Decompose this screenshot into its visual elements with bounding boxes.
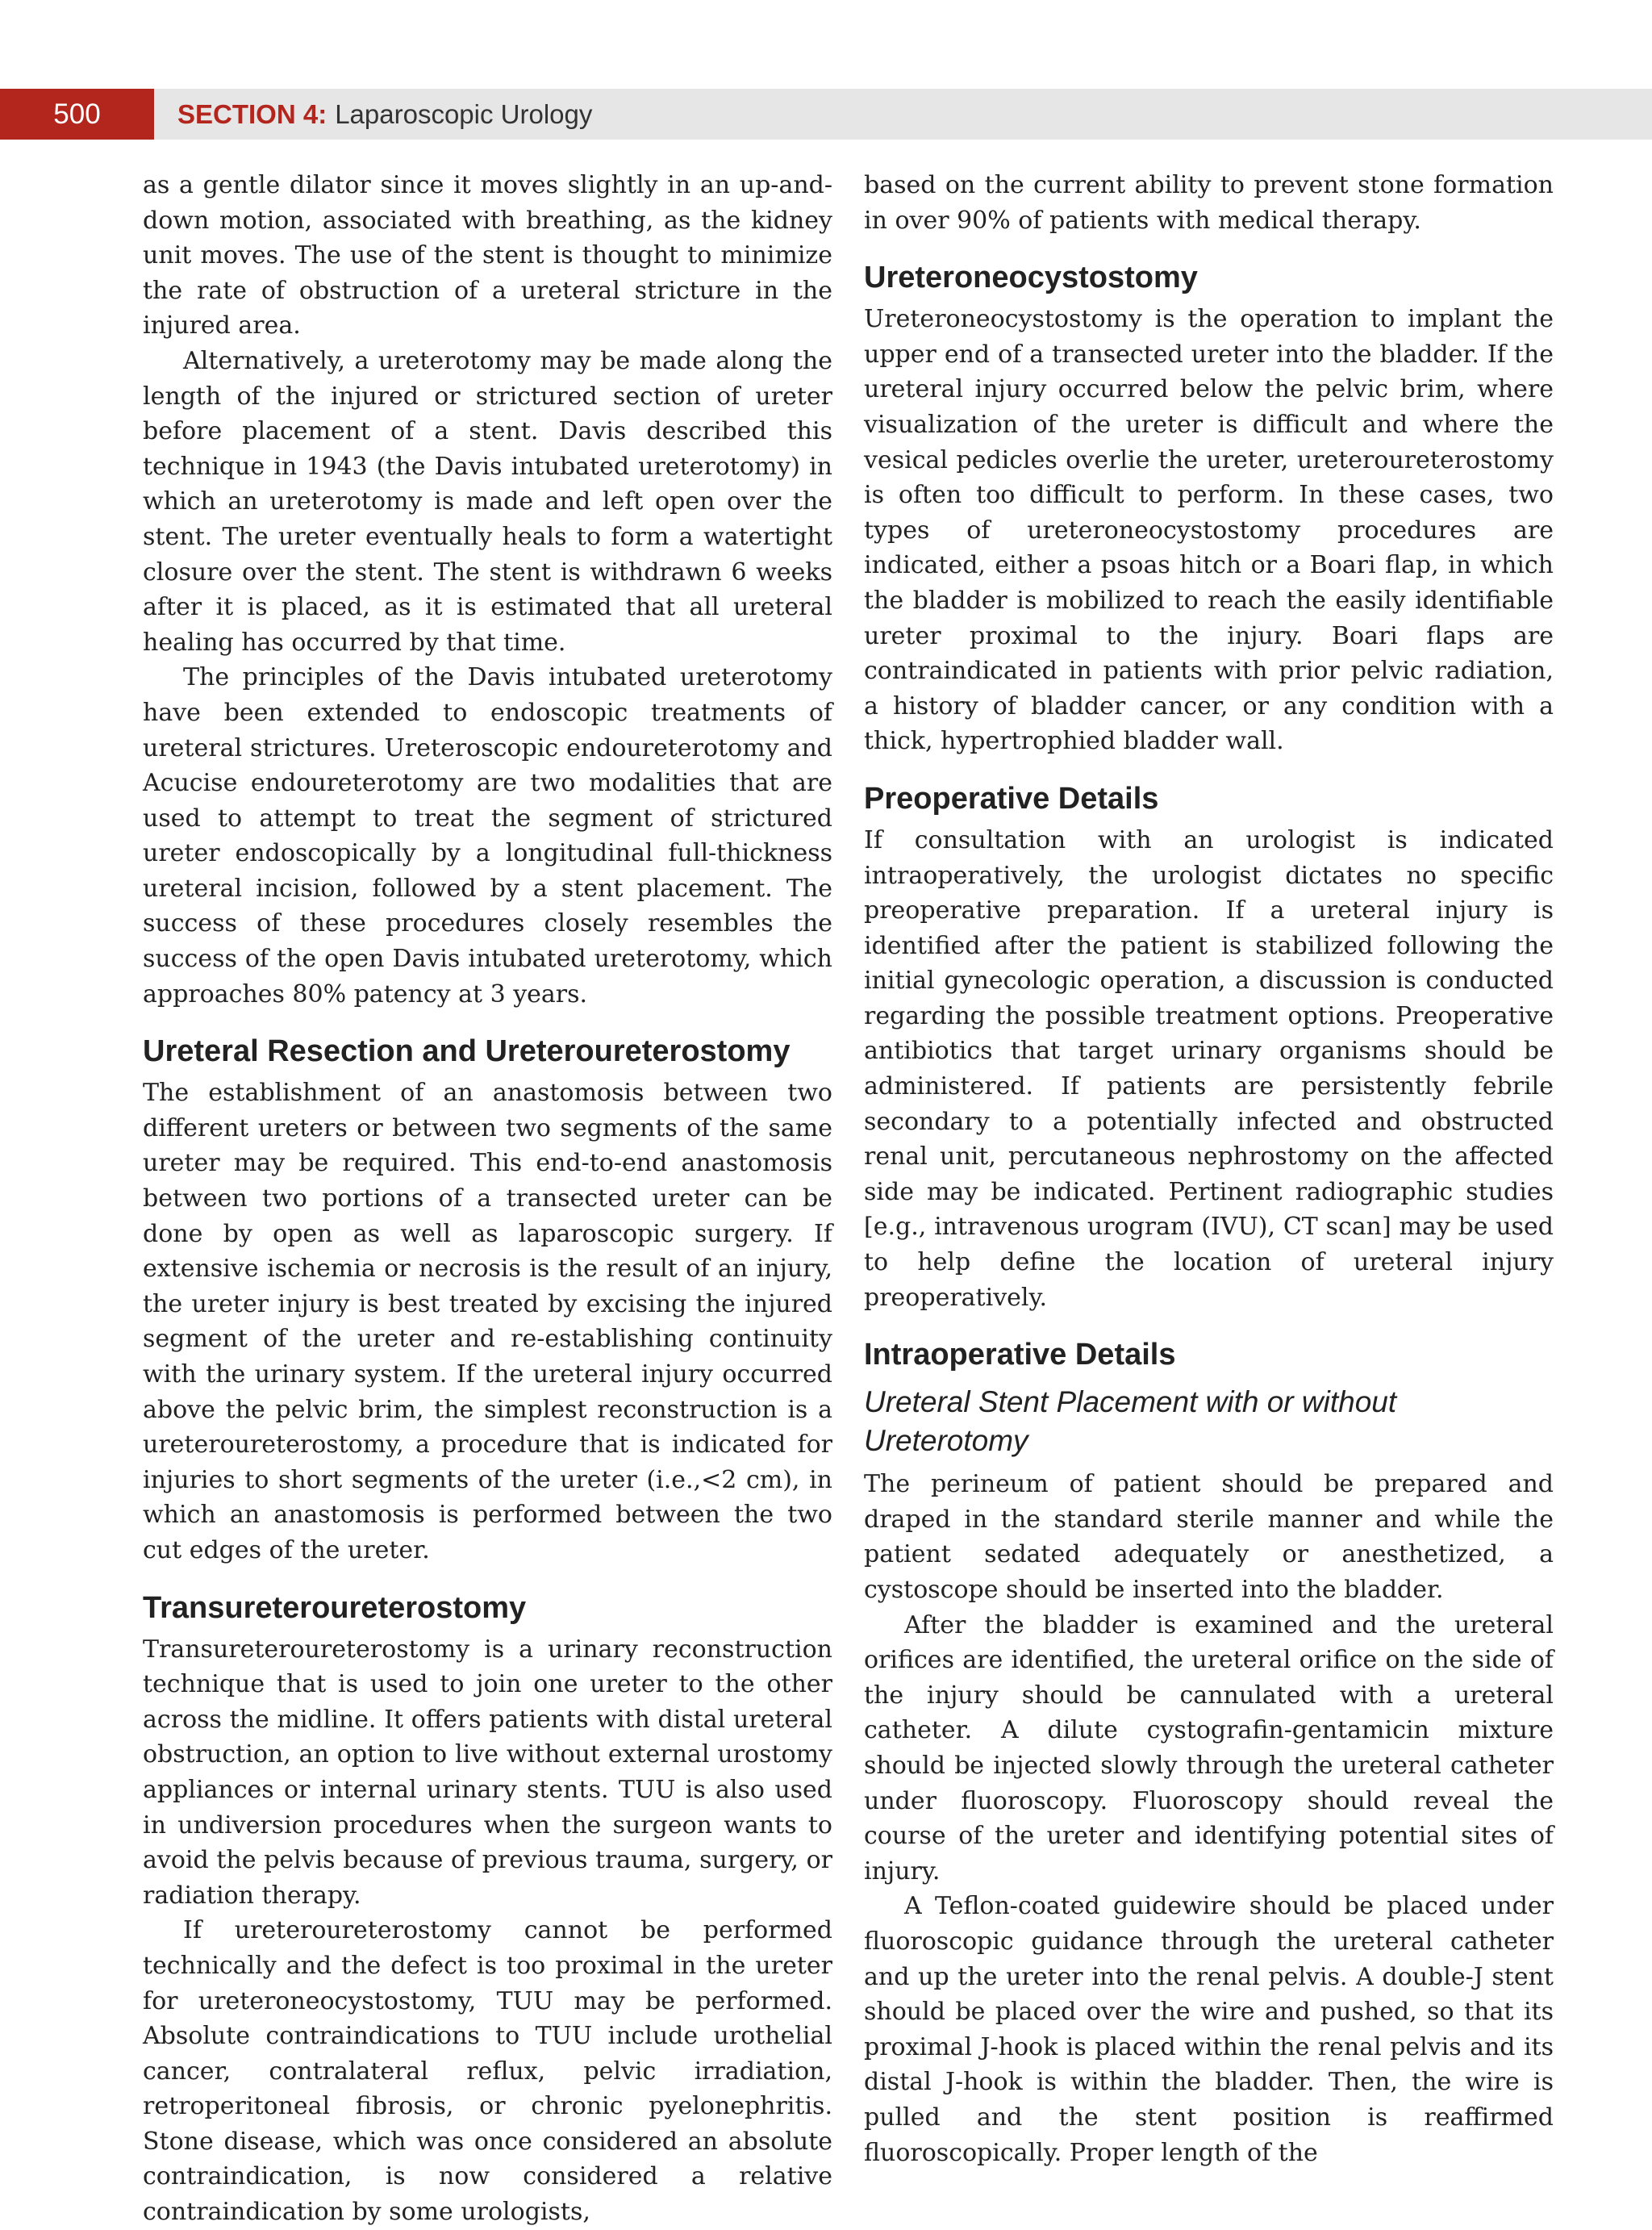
paragraph: A Teflon-coated guidewire should be placed under fluoroscopic guidance through the ureteral catheter and up the ureter into the renal pelvis. A double-J stent should be placed over the wire and pushed, so that its proximal J-hook is placed within the renal pelvis and its distal J-hook is within the bladder. Then, the wire is pulled and the stent position is reaffirmed fluoroscopically. Proper length of the (864, 1892, 1554, 2167)
heading-intraoperative-details: Intraoperative Details (864, 1338, 1176, 1372)
heading-transureteroureterostomy: Transureteroureterostomy (143, 1590, 527, 1625)
paragraph: If ureteroureterostomy cannot be performed technically and the defect is too proximal in the ureter for ureteroneocystostomy, TUU may be performed. Absolute contraindications to TUU include urothelial cancer, contralateral reflux, pelvic irradiation, retroperitoneal fibrosis, or chronic pyelonephritis. Stone disease, which was once considered an absolute contraindication, is now considered a relative contraindication by some urologists, (143, 1916, 832, 2227)
left-column (143, 168, 832, 2230)
paragraph: The perineum of patient should be prepared and draped in the standard sterile manner and while the patient sedated adequately or anesthetized, a cystoscope should be inserted into the bladder. (864, 1470, 1554, 1604)
heading-ureteral-resection: Ureteral Resection and Ureteroureterostomy (143, 1034, 791, 1069)
section-title: Laparoscopic Urology (335, 98, 593, 129)
paragraph: If consultation with an urologist is indicated intraoperatively, the urologist dictates no specific preoperative preparation. If a ureteral injury is identified after the patient is stabilized following the initial gynecologic operation, a discussion is conducted regarding the possible treatment options. Preoperative antibiotics that target urinary organisms should be administered. If patients are persistently febrile secondary to a potentially infected and obstructed renal unit, percutaneous nephrostomy on the affected side may be indicated. Pertinent radiographic studies [e.g., intravenous urogram (IVU), CT scan] may be used to help define the location of ureteral injury preoperatively. (864, 825, 1554, 1312)
section-label: SECTION 4: (177, 98, 327, 129)
paragraph: Ureteroneocystostomy is the operation to implant the upper end of a transected ureter into the bladder. If the ureteral injury occurred below the pelvic brim, where visualization of the ureter is difficult and where the vesical pedicles overlie the ureter, ureteroureterostomy is often too difficult to perform. In these cases, two types of ureteroneocystostomy procedures are indicated, either a psoas hitch or a Boari flap, in which the bladder is mobilized to reach the easily identifiable ureter proximal to the injury. Boari flaps are contraindicated in patients with prior pelvic radiation, a history of bladder cancer, or any condition with a thick, hypertrophied bladder wall. (864, 305, 1554, 756)
page-number: 500 (0, 89, 154, 140)
paragraph: After the bladder is examined and the ureteral orifices are identified, the ureteral orifice on the side of the injury should be cannulated with a ureteral catheter. A dilute cystografin-gentamicin mixture should be injected slowly through the ureteral catheter under fluoroscopy. Fluoroscopy should reveal the course of the ureter and identifying potential sites of injury. (864, 1610, 1554, 1885)
running-head (177, 89, 592, 140)
heading-ureteroneocystostomy: Ureteroneocystostomy (864, 261, 1198, 295)
paragraph: Alternatively, a ureterotomy may be made along the length of the injured or strictured section of ureter before placement of a stent. Davis described this technique in 1943 (the Davis intubated ureterotomy) in which an ureterotomy is made and left open over the stent. The ureter eventually heals to form a watertight closure over the stent. The stent is withdrawn 6 weeks after it is placed, as it is estimated that all ureteral healing has occurred by that time. (143, 346, 832, 657)
paragraph: Transureteroureterostomy is a urinary reconstruction technique that is used to join one ureter to the other across the midline. It offers patients with distal ureteral obstruction, an option to live without external urostomy appliances or internal urinary stents. TUU is also used in undiversion procedures when the surgeon wants to avoid the pelvis because of previous trauma, surgery, or radiation therapy. (143, 1635, 832, 1910)
right-column (864, 168, 1554, 2170)
heading-preoperative-details: Preoperative Details (864, 781, 1159, 816)
paragraph: The establishment of an anastomosis between two different ureters or between two segments of the same ureter may be required. This end-to-end anastomosis between two portions of a transected ureter can be done by open as well as laparoscopic surgery. If extensive ischemia or necrosis is the result of an injury, the ureter injury is best treated by excising the injured segment of the ureter and re-establishing continuity with the urinary system. If the ureteral injury occurred above the pelvic brim, the simplest reconstruction is a ureteroureterostomy, a procedure that is indicated for injuries to short segments of the ureter (i.e.,<2 cm), in which an anastomosis is performed between the two cut edges of the ureter. (143, 1079, 832, 1564)
paragraph: The principles of the Davis intubated ureterotomy have been extended to endoscopic treatments of ureteral strictures. Ureteroscopic endoureterotomy and Acucise endoureterotomy are two modalities that are used to attempt to treat the segment of strictured ureter endoscopically by a longitudinal full-thickness ureteral incision, followed by a stent placement. The success of these procedures closely resembles the success of the open Davis intubated ureterotomy, which approaches 80% patency at 3 years. (143, 663, 832, 1009)
paragraph: based on the current ability to prevent stone formation in over 90% of patients with medical therapy. (864, 171, 1554, 235)
subheading-ureteral-stent: Ureteral Stent Placement with or without Ureterotomy (864, 1385, 1397, 1458)
paragraph: as a gentle dilator since it moves slightly in an up-and-down motion, associated with breathing, as the kidney unit moves. The use of the stent is thought to minimize the rate of obstruction of a ureteral stricture in the injured area. (143, 171, 832, 340)
